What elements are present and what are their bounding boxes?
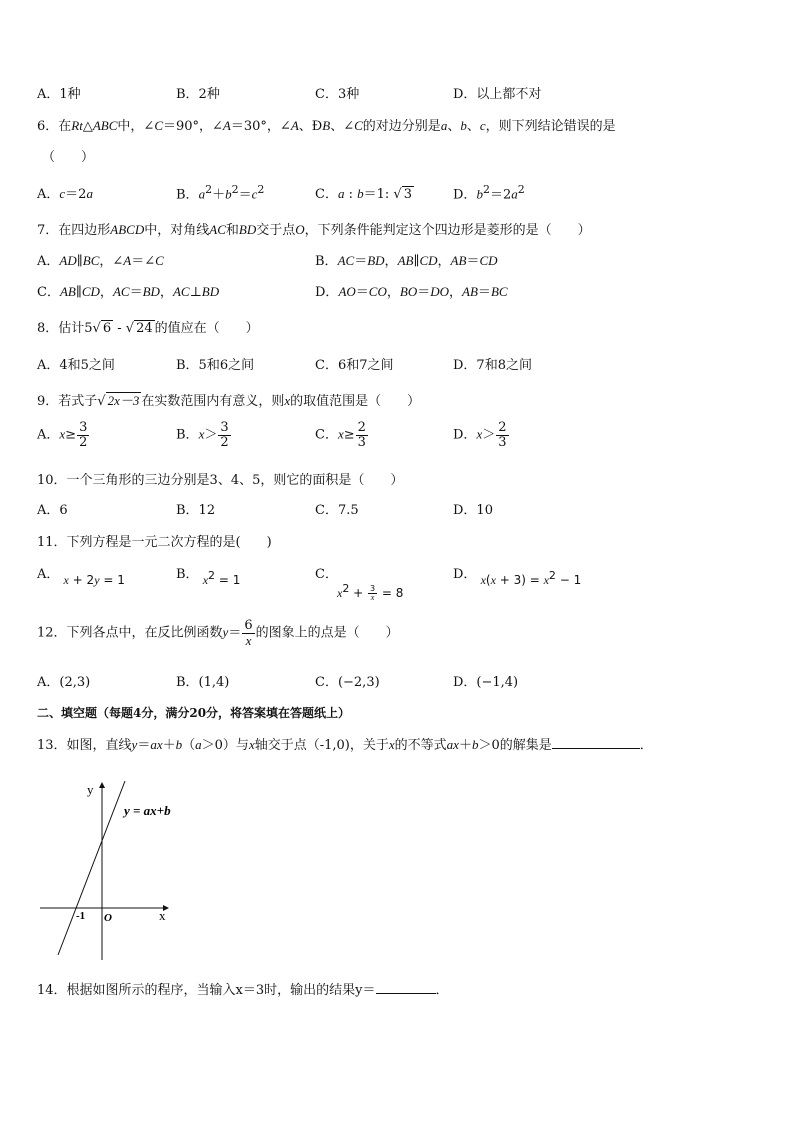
q10-option-b: B．12	[176, 503, 216, 518]
q10-stem: 10．一个三角形的三边分别是3、4、5，则它的面积是（ ）	[37, 473, 404, 488]
q9-option-d: D．x＞ $\frac{2}{3}$	[453, 420, 507, 450]
q12-option-b: B．(1,4)	[176, 675, 230, 690]
q6-option-a: A．c＝2a	[37, 186, 93, 202]
q5-option-d: D．以上都不对	[453, 87, 542, 102]
q8-option-c: C．6和7之间	[315, 358, 394, 373]
q9-option-b: B．x＞ $\frac{3}{2}$	[176, 420, 229, 450]
q8-option-d: D．7和8之间	[453, 358, 532, 373]
q6-option-c: C．a : b＝1: √ 3	[315, 186, 412, 202]
q14-stem: 14．根据如图所示的程序，当输入x＝3时，输出的结果y＝ ．	[37, 983, 449, 998]
q13-stem: 13．如图，直线y＝ax＋b（a＞0）与x轴交于点（-1,0)，关于x的不等式ax＋b＞0的解集是 ．	[37, 737, 653, 753]
q7-option-c: C．AB∥CD，AC＝BD，AC⊥BD	[37, 284, 220, 300]
q12-option-a: A．(2,3)	[37, 675, 91, 690]
q7-option-d: D．AO＝CO，BO＝DO，AB＝BC	[315, 284, 508, 300]
q12-option-d: D．(−1,4)	[453, 675, 519, 690]
q11-option-d: D． $x(x + 3) = x^2 - 1$	[453, 567, 582, 587]
q6-option-b: B．$a^2+b^2=c^2$	[176, 183, 265, 203]
q9-stem: 9．若式子√ 2x－3 在实数范围内有意义，则x的取值范围是（ ）	[37, 393, 421, 409]
y-axis-label: y	[87, 782, 94, 797]
q8-option-b: B．5和6之间	[176, 358, 255, 373]
line-y-ax-b	[58, 781, 125, 955]
q5-option-c: C．3种	[315, 87, 360, 102]
q9-option-c: C．x≥ $\frac{2}{3}$	[315, 420, 366, 450]
q14-answer-blank[interactable]	[376, 981, 436, 994]
x-axis-label: x	[159, 908, 166, 923]
q10-option-c: C．7.5	[315, 503, 359, 518]
q6-stem: 6．在Rt△ABC中，∠C＝90°，∠A＝30°，∠A、ÐB、∠C的对边分别是a、b、c，则下列结论错误的是	[37, 118, 616, 134]
q7-option-a: A．AD∥BC，∠A＝∠C	[37, 253, 164, 269]
q5-option-a: A．1种	[37, 87, 81, 102]
q13-answer-blank[interactable]	[552, 736, 640, 749]
q7-stem: 7．在四边形ABCD中，对角线AC和BD交于点O，下列条件能判定这个四边形是菱形的是（ ）	[37, 222, 591, 238]
q11-stem: 11．下列方程是一元二次方程的是( )	[37, 535, 272, 550]
q10-option-d: D．10	[453, 503, 493, 518]
q11-option-a: A． x + 2y = 1	[37, 567, 125, 587]
q6-option-d: D．$b^2=2a^2$	[453, 183, 525, 203]
q11-option-b: B． $x^2 = 1$	[176, 567, 241, 587]
q9-option-a: A．x≥ $\frac{3}{2}$	[37, 420, 88, 450]
q13-figure	[30, 775, 180, 965]
origin-label: O	[104, 912, 112, 924]
q6-paren: （ ）	[42, 150, 95, 165]
tick-label-neg1: -1	[76, 910, 86, 922]
line-label: y = ax+b	[124, 803, 171, 818]
q12-stem: 12．下列各点中，在反比例函数y＝ $\frac{6}{x}$ 的图象上的点是（ ）	[37, 618, 399, 648]
q8-stem: 8．估计5√ 6 ‑ √ 24 的值应在（ ）	[37, 321, 259, 336]
q5-option-b: B．2种	[176, 87, 220, 102]
q10-option-a: A．6	[37, 503, 68, 518]
q7-option-b: B．AC＝BD，AB∥CD，AB＝CD	[315, 253, 498, 269]
q12-option-c: C．(−2,3)	[315, 675, 380, 690]
section-2-title: 二、填空题（每题4分，满分20分，将答案填在答题纸上）	[37, 706, 351, 720]
q11-option-c: C． $x^2$ + $\frac{3}{x}$ = 8	[315, 567, 404, 602]
q8-option-a: A．4和5之间	[37, 358, 115, 373]
